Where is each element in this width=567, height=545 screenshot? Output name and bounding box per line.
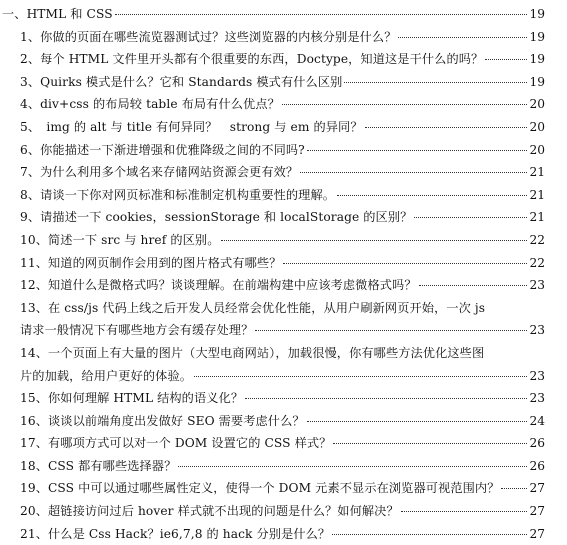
toc-entry-title: 6、你能描述一下渐进增强和优雅降级之间的不同吗? — [20, 142, 305, 157]
toc-page-number: 22 — [528, 252, 545, 275]
dot-leader — [283, 263, 543, 264]
toc-row — [2, 3, 567, 26]
toc-entry[interactable] — [0, 139, 567, 162]
toc-page-number: 20 — [528, 93, 545, 116]
toc-entry-title: 11、知道的网页制作会用到的图片格式有哪些？ — [20, 255, 282, 270]
toc-row — [20, 206, 567, 229]
toc-entry[interactable] — [0, 500, 567, 523]
dot-leader — [221, 240, 543, 241]
toc-page-number: 21 — [528, 206, 545, 229]
toc-entry-title: 14、一个页面上有大量的图片（大型电商网站），加载很慢，你有哪些方法优化这些图 — [20, 345, 485, 360]
toc-entry-title: 18、CSS 都有哪些选择器？ — [20, 458, 177, 473]
toc-section-heading[interactable] — [0, 3, 567, 26]
toc-page-number: 23 — [528, 319, 545, 342]
dot-leader — [255, 330, 543, 331]
dot-leader — [401, 511, 543, 512]
toc-page-number: 22 — [528, 229, 545, 252]
dot-leader — [333, 443, 543, 444]
toc-page-number: 19 — [528, 48, 545, 71]
toc-entry-title: 10、简述一下 src 与 href 的区别。 — [20, 232, 220, 247]
dot-leader — [282, 104, 543, 105]
toc-row — [20, 297, 567, 320]
toc-entry-title: 4、div+css 的布局较 table 布局有什么优点？ — [20, 97, 280, 112]
toc-entry[interactable] — [0, 206, 567, 229]
toc-entry-title: 13、在 css/js 代码上线之后开发人员经常会优化性能，从用户刷新网页开始，一次 js — [20, 300, 486, 315]
toc-row — [20, 116, 567, 139]
toc-entry[interactable] — [0, 410, 567, 433]
toc-page-number: 26 — [528, 455, 545, 478]
toc-entry-title: 3、Quirks 模式是什么？它和 Standards 模式有什么区别 — [20, 74, 343, 89]
toc-entry[interactable] — [0, 319, 567, 342]
toc-row — [20, 477, 567, 500]
dot-leader — [419, 285, 543, 286]
toc-entry[interactable] — [0, 297, 567, 320]
dot-leader — [365, 127, 543, 128]
toc-row — [20, 365, 567, 388]
toc-entry-title: 21、什么是 Css Hack？ie6,7,8 的 hack 分别是什么？ — [20, 526, 331, 541]
toc-entry-title: 2、每个 HTML 文件里开头都有个很重要的东西，Doctype，知道这是干什么的吗？ — [20, 52, 484, 67]
toc-row — [20, 252, 567, 275]
toc-entry-title: 19、CSS 中可以通过哪些属性定义，使得一个 DOM 元素不显示在浏览器可视范围内？ — [20, 481, 500, 496]
toc-page-number: 23 — [528, 274, 545, 297]
toc-entry-title: 20、超链接访问过后 hover 样式就不出现的问题是什么？如何解决？ — [20, 504, 399, 519]
toc-page-number: 19 — [528, 71, 545, 94]
toc-row — [20, 455, 567, 478]
toc-entry-title: 5、 img 的 alt 与 title 有何异同？ strong 与 em 的异同？ — [20, 119, 363, 134]
toc-entry-title: 9、请描述一下 cookies，sessionStorage 和 localStorage 的区别？ — [20, 210, 413, 225]
dot-leader — [115, 14, 543, 15]
toc-row — [20, 71, 567, 94]
toc-entry[interactable] — [0, 71, 567, 94]
toc-page-number: 26 — [528, 432, 545, 455]
dot-leader — [398, 37, 543, 38]
toc-row — [20, 229, 567, 252]
toc-entry-title: 请求一般情况下有哪些地方会有缓存处理？ — [20, 323, 254, 338]
toc-row — [20, 139, 567, 162]
dot-leader — [414, 217, 543, 218]
toc-entry[interactable] — [0, 387, 567, 410]
toc-entry[interactable] — [0, 229, 567, 252]
toc-entry[interactable] — [0, 342, 567, 365]
toc-entry[interactable] — [0, 161, 567, 184]
toc-page-number: 24 — [528, 410, 545, 433]
toc-row — [20, 319, 567, 342]
toc-row — [20, 410, 567, 433]
toc-entry-title: 1、你做的页面在哪些流览器测试过？这些浏览器的内核分别是什么？ — [20, 29, 397, 44]
dot-leader — [245, 398, 543, 399]
toc-page-number: 19 — [528, 3, 545, 26]
toc-page-number: 27 — [528, 477, 545, 500]
toc-row — [20, 387, 567, 410]
toc-page-number: 19 — [528, 26, 545, 49]
dot-leader — [332, 534, 543, 535]
toc-row — [20, 274, 567, 297]
toc-entry[interactable] — [0, 252, 567, 275]
toc-entry-title: 12、知道什么是微格式吗？谈谈理解。在前端构建中应该考虑微格式吗？ — [20, 278, 417, 293]
toc-page-number: 20 — [528, 116, 545, 139]
dot-leader — [337, 195, 543, 196]
toc-entry[interactable] — [0, 116, 567, 139]
toc-entry-title: 15、你如何理解 HTML 结构的语义化？ — [20, 391, 244, 406]
toc-entry[interactable] — [0, 184, 567, 207]
dot-leader — [178, 466, 543, 467]
toc-entry-title: 16、谈谈以前端角度出发做好 SEO 需要考虑什么？ — [20, 413, 305, 428]
toc-entry[interactable] — [0, 26, 567, 49]
toc-row — [20, 26, 567, 49]
toc-entry-title: 8、请谈一下你对网页标准和标准制定机构重要性的理解。 — [20, 187, 336, 202]
toc-entry-title: 片的加载，给用户更好的体验。 — [20, 368, 193, 383]
dot-leader — [300, 172, 543, 173]
toc-row — [20, 93, 567, 116]
dot-leader — [194, 376, 543, 377]
toc-entry[interactable] — [0, 477, 567, 500]
toc-page-number: 21 — [528, 184, 545, 207]
toc-row — [20, 184, 567, 207]
dot-leader — [307, 421, 543, 422]
toc-entry[interactable] — [0, 48, 567, 71]
toc-entry-title: 17、有哪项方式可以对一个 DOM 设置它的 CSS 样式？ — [20, 436, 332, 451]
toc-entry[interactable] — [0, 365, 567, 388]
toc-page-number: 27 — [528, 523, 545, 545]
toc-row — [20, 342, 567, 365]
toc-row — [20, 432, 567, 455]
toc-page-number: 27 — [528, 500, 545, 523]
toc-row — [20, 48, 567, 71]
toc-page-number: 20 — [528, 139, 545, 162]
toc-entry[interactable] — [0, 274, 567, 297]
toc-entry[interactable] — [0, 432, 567, 455]
toc-entry[interactable] — [0, 455, 567, 478]
dot-leader — [307, 150, 543, 151]
toc-page-number: 23 — [528, 387, 545, 410]
toc-entry-title: 一、HTML 和 CSS — [2, 7, 113, 21]
toc-entry[interactable] — [0, 93, 567, 116]
toc-row — [20, 161, 567, 184]
dot-leader — [344, 82, 543, 83]
toc-page-number: 23 — [528, 365, 545, 388]
toc-page-number: 21 — [528, 161, 545, 184]
toc-entry-title: 7、为什么利用多个域名来存储网站资源会更有效？ — [20, 165, 299, 180]
toc-row — [20, 500, 567, 523]
